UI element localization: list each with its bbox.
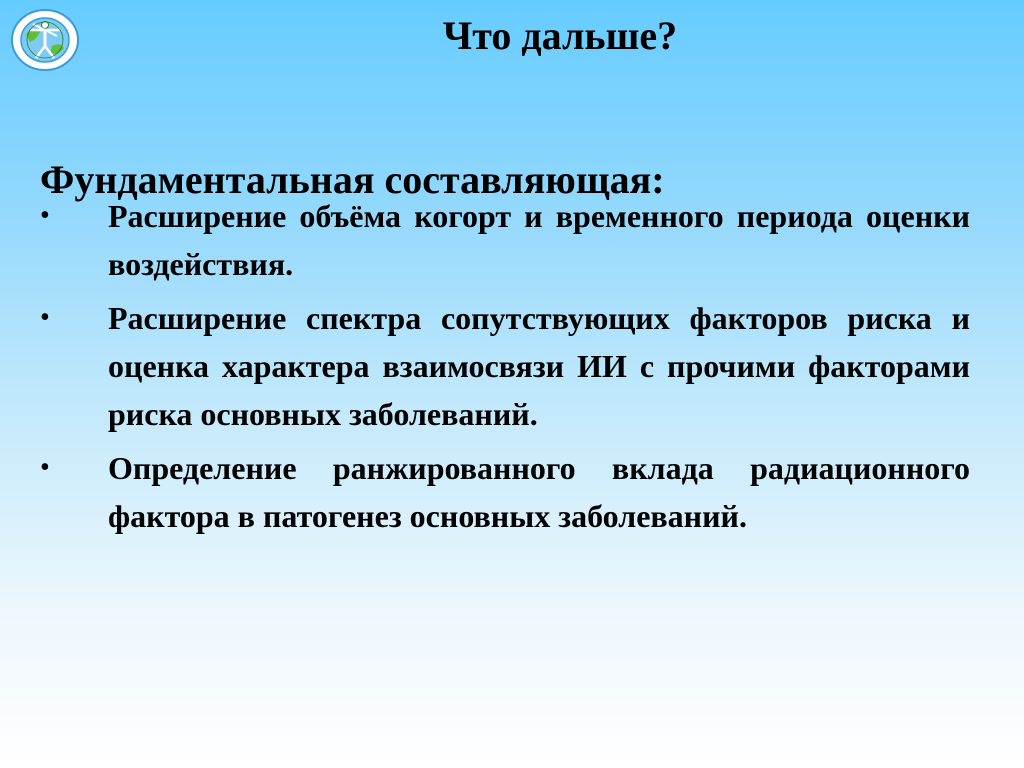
bullet-item bbox=[40, 444, 970, 540]
bullet-list bbox=[40, 192, 970, 546]
bullet-item bbox=[40, 294, 970, 438]
bullet-text: Расширение спектра сопутствующих факторов риска и оценка характера взаимосвязи ИИ с прочими факторами риска основных заболеваний. bbox=[108, 300, 970, 432]
section-heading: Фундаментальная составляющая: bbox=[40, 157, 665, 202]
bullet-marker: • bbox=[40, 452, 50, 483]
slide-title: Что дальше? bbox=[442, 13, 678, 58]
bullet-text: Определение ранжированного вклада радиационного фактора в патогенез основных заболеваний. bbox=[108, 450, 970, 534]
bullet-text: Расширение объёма когорт и временного периода оценки воздействия. bbox=[108, 198, 970, 282]
bullet-marker: • bbox=[40, 302, 50, 333]
bullet-marker: • bbox=[40, 200, 50, 231]
bullet-item bbox=[40, 192, 970, 288]
